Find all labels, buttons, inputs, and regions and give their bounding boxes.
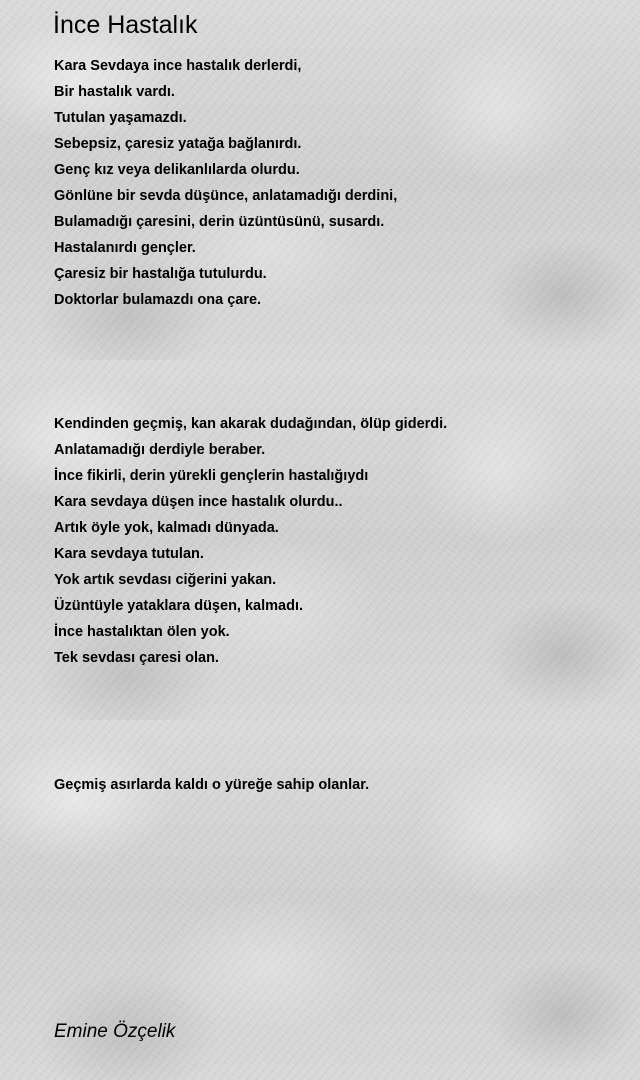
poem-line: Bir hastalık vardı. [54, 84, 175, 100]
poem-line: Çaresiz bir hastalığa tutulurdu. [54, 266, 267, 282]
poem-author: Emine Özçelik [54, 1021, 176, 1042]
poem-line: Gönlüne bir sevda düşünce, anlatamadığı derdini, [54, 188, 398, 204]
poem-panel-3 [0, 720, 640, 1080]
poem-line: İnce fikirli, derin yürekli gençlerin hastalığıydı [54, 468, 369, 484]
poem-line: Yok artık sevdası ciğerini yakan. [54, 572, 277, 588]
poem-line: Geçmiş asırlarda kaldı o yüreğe sahip olanlar. [54, 777, 370, 793]
poem-panel-1 [0, 0, 640, 360]
stanza-1 [54, 53, 397, 313]
poem-line: Anlatamadığı derdiyle beraber. [54, 442, 266, 458]
poem-line: Artık öyle yok, kalmadı dünyada. [54, 520, 279, 536]
poem-line: Bulamadığı çaresini, derin üzüntüsünü, susardı. [54, 214, 385, 230]
poem-line: Kara Sevdaya ince hastalık derlerdi, [54, 58, 302, 74]
poem-line: Kendinden geçmiş, kan akarak dudağından, ölüp giderdi. [54, 416, 448, 432]
stanza-3 [54, 772, 369, 798]
poem-panel-2 [0, 360, 640, 720]
poem-line: Kara sevdaya düşen ince hastalık olurdu.. [54, 494, 343, 510]
poem-line: Genç kız veya delikanlılarda olurdu. [54, 162, 300, 178]
poem-title: İnce Hastalık [53, 11, 198, 39]
poem-line: Üzüntüyle yataklara düşen, kalmadı. [54, 598, 304, 614]
poem-line: Doktorlar bulamazdı ona çare. [54, 292, 262, 308]
poem-line: Hastalanırdı gençler. [54, 240, 196, 256]
stanza-2 [54, 411, 447, 671]
poem-line: Tutulan yaşamazdı. [54, 110, 187, 126]
poem-line: İnce hastalıktan ölen yok. [54, 624, 230, 640]
poem-line: Kara sevdaya tutulan. [54, 546, 204, 562]
poem-line: Sebepsiz, çaresiz yatağa bağlanırdı. [54, 136, 302, 152]
poem-line: Tek sevdası çaresi olan. [54, 650, 219, 666]
